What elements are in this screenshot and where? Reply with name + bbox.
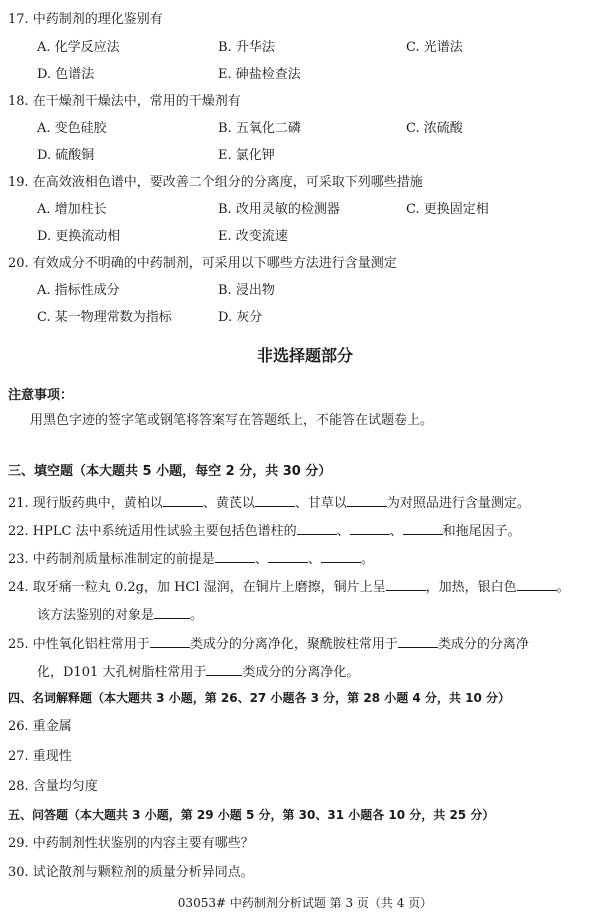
question-21: 21. 现行版药典中，黄柏以 、黄芪以 、甘草以 为对照品进行含量测定。 <box>8 496 530 511</box>
question-20-stem: 20. 有效成分不明确的中药制剂，可采用以下哪些方法进行含量测定 <box>8 256 397 271</box>
question-22: 22. HPLC 法中系统适用性试验主要包括色谱柱的 、 、 和拖尾因子。 <box>8 524 521 539</box>
q17-option-c: C. 光谱法 <box>406 40 463 55</box>
question-19-stem: 19. 在高效液相色谱中，要改善二个组分的分离度，可采取下列哪些措施 <box>8 175 423 190</box>
answer-blank[interactable] <box>163 494 203 507</box>
answer-blank[interactable] <box>206 663 242 676</box>
answer-blank[interactable] <box>347 494 387 507</box>
part-4-heading: 四、名词解释题（本大题共 3 小题，第 26、27 小题各 3 分，第 28 小题 4 分，共 10 分） <box>8 691 510 705</box>
q18-option-b: B. 五氧化二磷 <box>218 121 301 136</box>
question-27: 27. 重现性 <box>8 749 72 764</box>
question-29: 29. 中药制剂性状鉴别的内容主要有哪些？ <box>8 836 254 851</box>
q19-option-c: C. 更换固定相 <box>406 202 489 217</box>
answer-blank[interactable] <box>154 606 190 619</box>
q20-option-c: C. 某一物理常数为指标 <box>37 310 172 325</box>
question-24-line-1: 24. 取牙痛一粒丸 0.2g，加 HCl 湿润，在铜片上磨擦，铜片上呈 ，加热，银白色 。 <box>8 580 570 595</box>
answer-blank[interactable] <box>398 635 438 648</box>
answer-blank[interactable] <box>255 494 295 507</box>
answer-blank[interactable] <box>150 635 190 648</box>
answer-blank[interactable] <box>268 550 308 563</box>
answer-blank[interactable] <box>321 550 361 563</box>
section-title: 非选择题部分 <box>256 346 353 365</box>
q18-option-e: E. 氯化钾 <box>218 148 275 163</box>
q17-option-d: D. 色谱法 <box>37 67 95 82</box>
question-23: 23. 中药制剂质量标准制定的前提是 、 、 。 <box>8 552 374 567</box>
q18-option-d: D. 硫酸铜 <box>37 148 95 163</box>
question-18-stem: 18. 在干燥剂干燥法中，常用的干燥剂有 <box>8 94 241 109</box>
q20-option-a: A. 指标性成分 <box>37 283 120 298</box>
q19-option-b: B. 改用灵敏的检测器 <box>218 202 340 217</box>
notice-text: 用黑色字迹的签字笔或钢笔将答案写在答题纸上，不能答在试题卷上。 <box>30 413 434 428</box>
q17-option-a: A. 化学反应法 <box>37 40 120 55</box>
question-28: 28. 含量均匀度 <box>8 779 98 794</box>
question-25-line-2: 化，D101 大孔树脂柱常用于 类成分的分离净化。 <box>37 665 360 680</box>
q18-option-c: C. 浓硫酸 <box>406 121 463 136</box>
q19-option-a: A. 增加柱长 <box>37 202 107 217</box>
question-26: 26. 重金属 <box>8 719 72 734</box>
answer-blank[interactable] <box>386 578 426 591</box>
question-17-stem: 17. 中药制剂的理化鉴别有 <box>8 12 163 27</box>
q17-option-b: B. 升华法 <box>218 40 275 55</box>
question-24-line-2: 该方法鉴别的对象是 。 <box>37 608 204 623</box>
q20-option-d: D. 灰分 <box>218 310 263 325</box>
q19-option-d: D. 更换流动相 <box>37 229 121 244</box>
question-30: 30. 试论散剂与颗粒剂的质量分析异同点。 <box>8 865 254 880</box>
q20-option-b: B. 浸出物 <box>218 283 275 298</box>
part-3-heading: 三、填空题（本大题共 5 小题，每空 2 分，共 30 分） <box>8 464 332 479</box>
question-25-line-1: 25. 中性氧化铝柱常用于 类成分的分离净化，聚酰胺柱常用于 类成分的分离净 <box>8 637 529 652</box>
answer-blank[interactable] <box>403 522 443 535</box>
answer-blank[interactable] <box>350 522 390 535</box>
notice-heading: 注意事项： <box>8 388 74 403</box>
part-5-heading: 五、问答题（本大题共 3 小题，第 29 小题 5 分，第 30、31 小题各 10 分，共 25 分） <box>8 808 495 822</box>
q19-option-e: E. 改变流速 <box>218 229 288 244</box>
answer-blank[interactable] <box>297 522 337 535</box>
page-footer: 03053# 中药制剂分析试题 第 3 页（共 4 页） <box>177 896 433 910</box>
answer-blank[interactable] <box>215 550 255 563</box>
answer-blank[interactable] <box>517 578 557 591</box>
q17-option-e: E. 砷盐检查法 <box>218 67 301 82</box>
q18-option-a: A. 变色硅胶 <box>37 121 107 136</box>
